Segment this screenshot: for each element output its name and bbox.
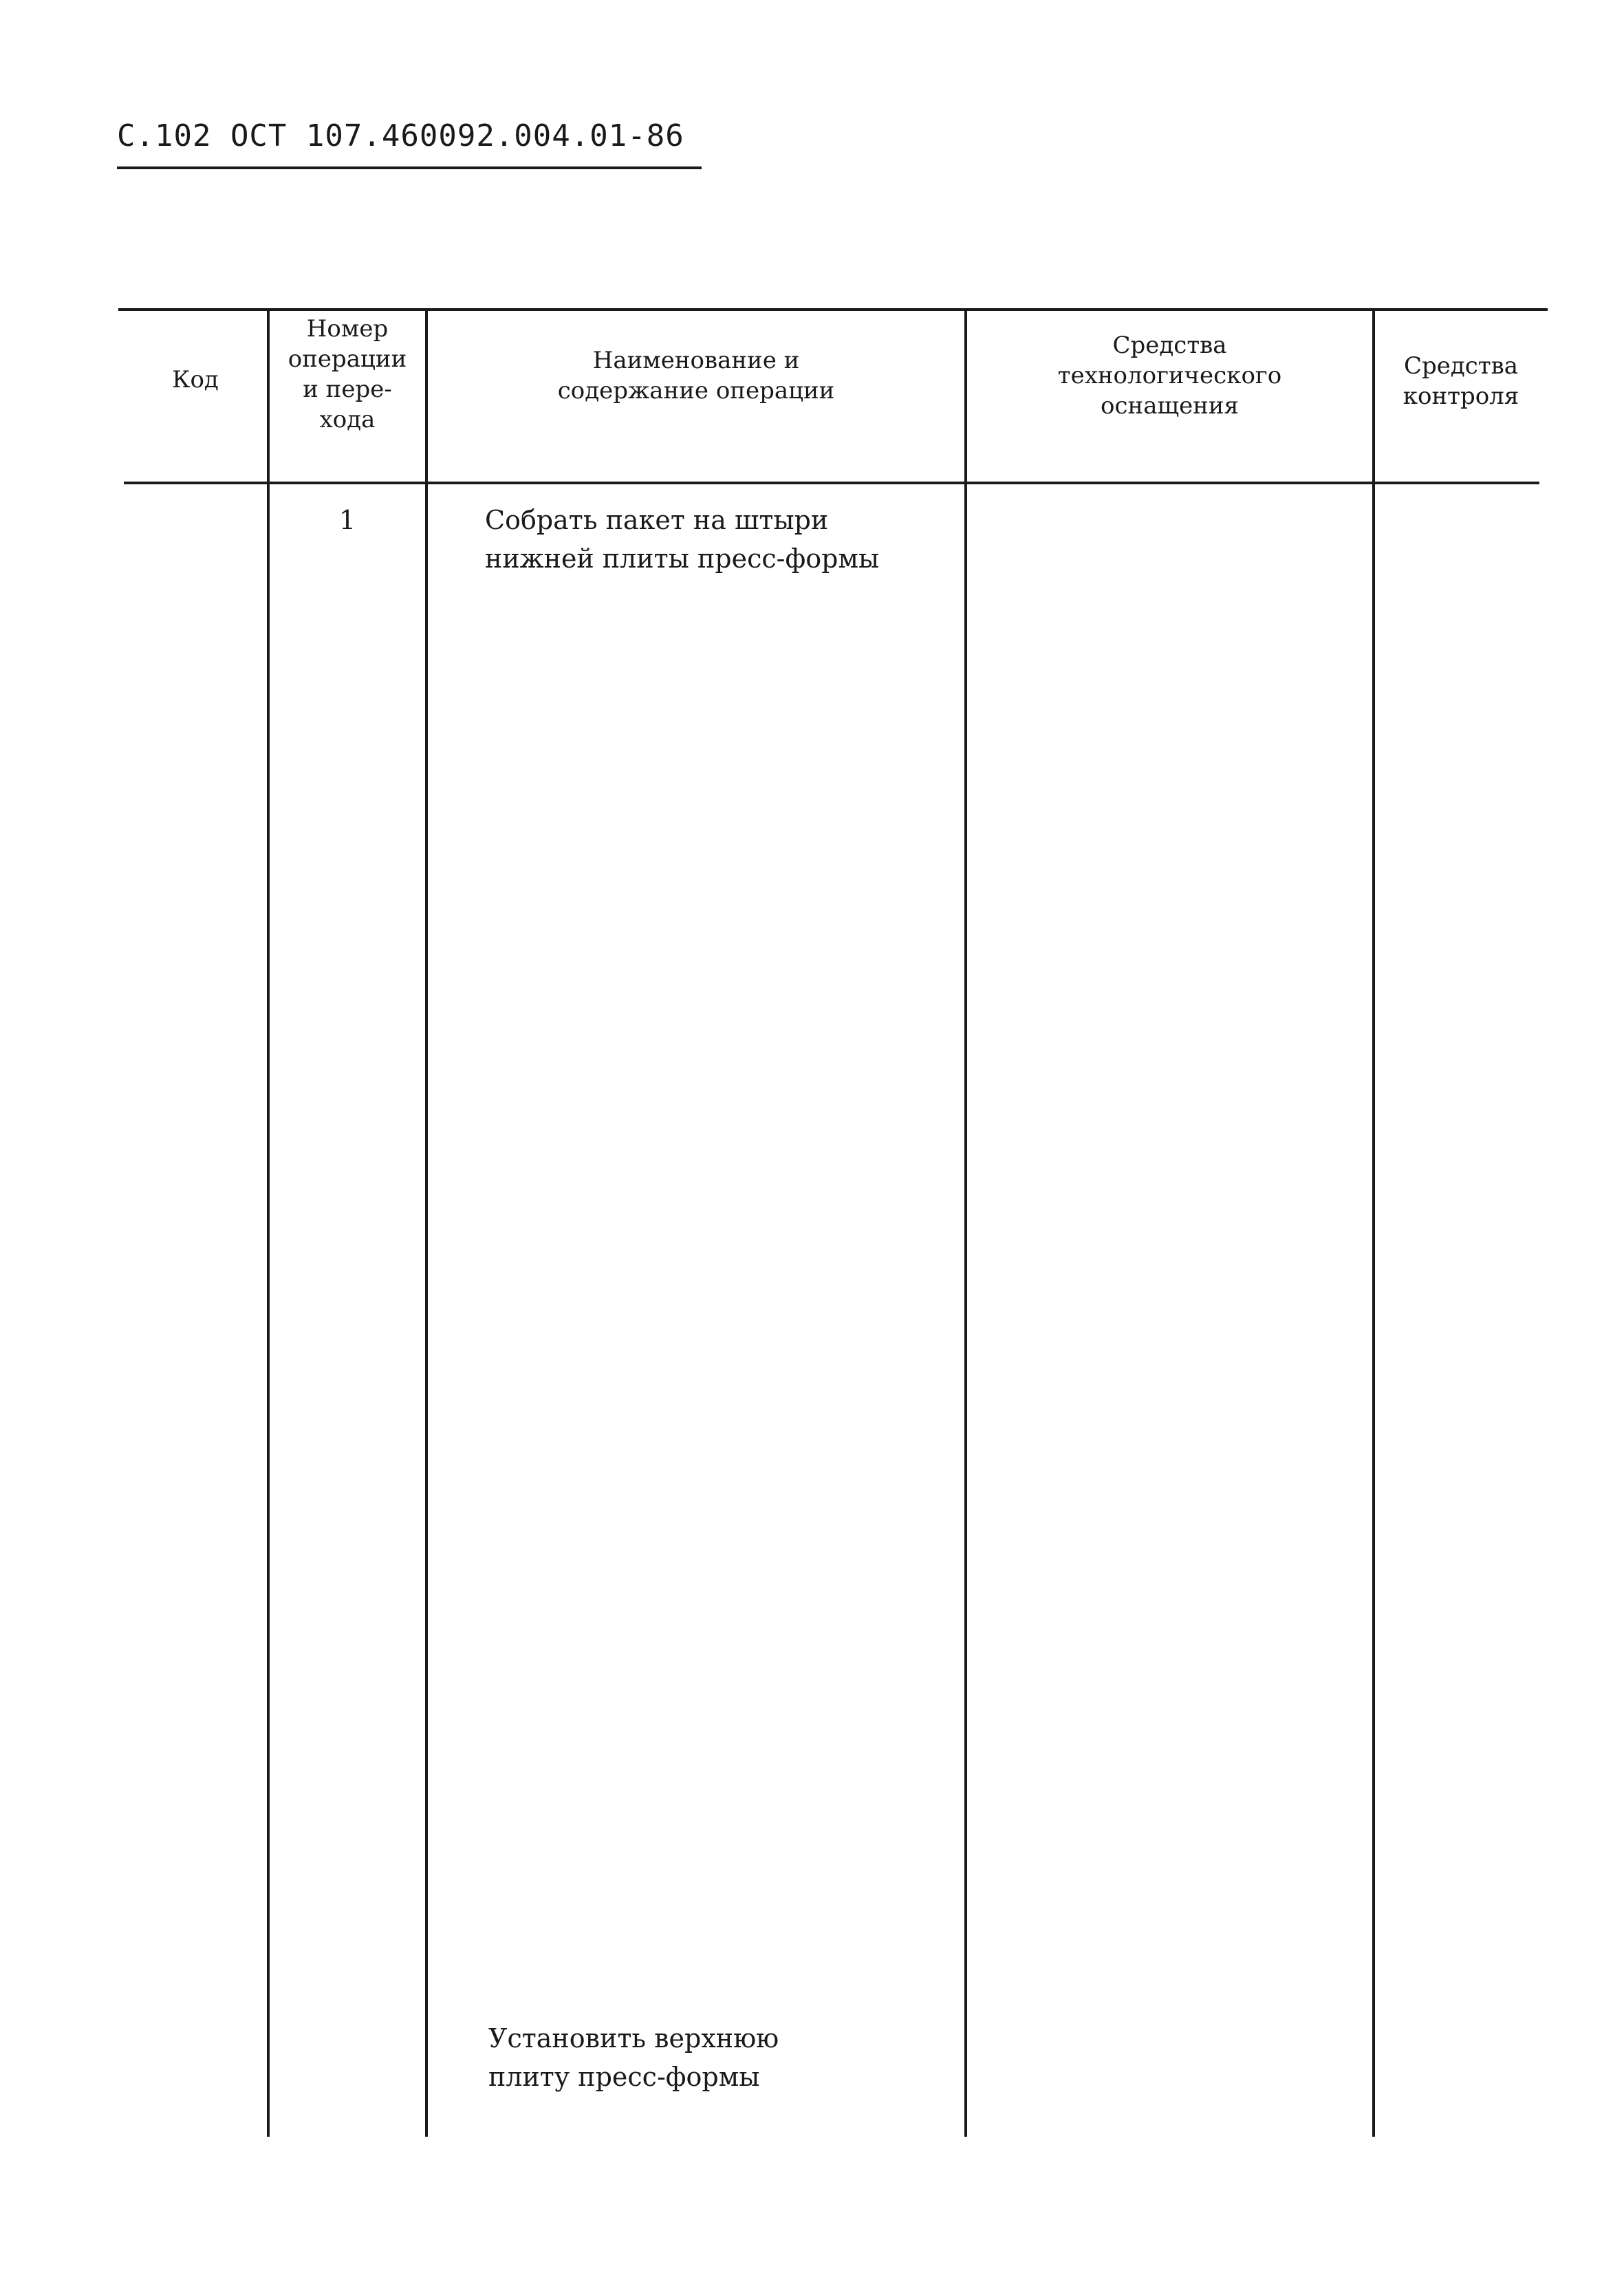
operation-description-cell: Установить верхнюю плиту пресс-формы — [488, 2023, 779, 2092]
column-header-control: Средства контроля — [1403, 352, 1519, 410]
column-divider-4 — [1372, 308, 1375, 2137]
operation-number-cell: 1 — [338, 505, 356, 535]
page-header: С.102 ОСТ 107.460092.004.01-86 — [117, 118, 684, 153]
column-header-tooling: Средства технологического оснащения — [1057, 332, 1282, 420]
column-divider-1 — [267, 308, 270, 2137]
table-top-border — [118, 308, 1548, 311]
column-divider-2 — [425, 308, 428, 2137]
operation-description-cell: Собрать пакет на штыри нижней плиты пресс-формы — [485, 505, 880, 574]
column-header-operation-number: Номер операции и пере- хода — [288, 315, 407, 433]
header-underline — [117, 166, 702, 169]
table-header-bottom-border — [124, 482, 1539, 484]
column-divider-3 — [964, 308, 967, 2137]
column-header-code: Код — [172, 366, 219, 393]
column-header-operation-name: Наименование и содержание операции — [557, 347, 835, 405]
